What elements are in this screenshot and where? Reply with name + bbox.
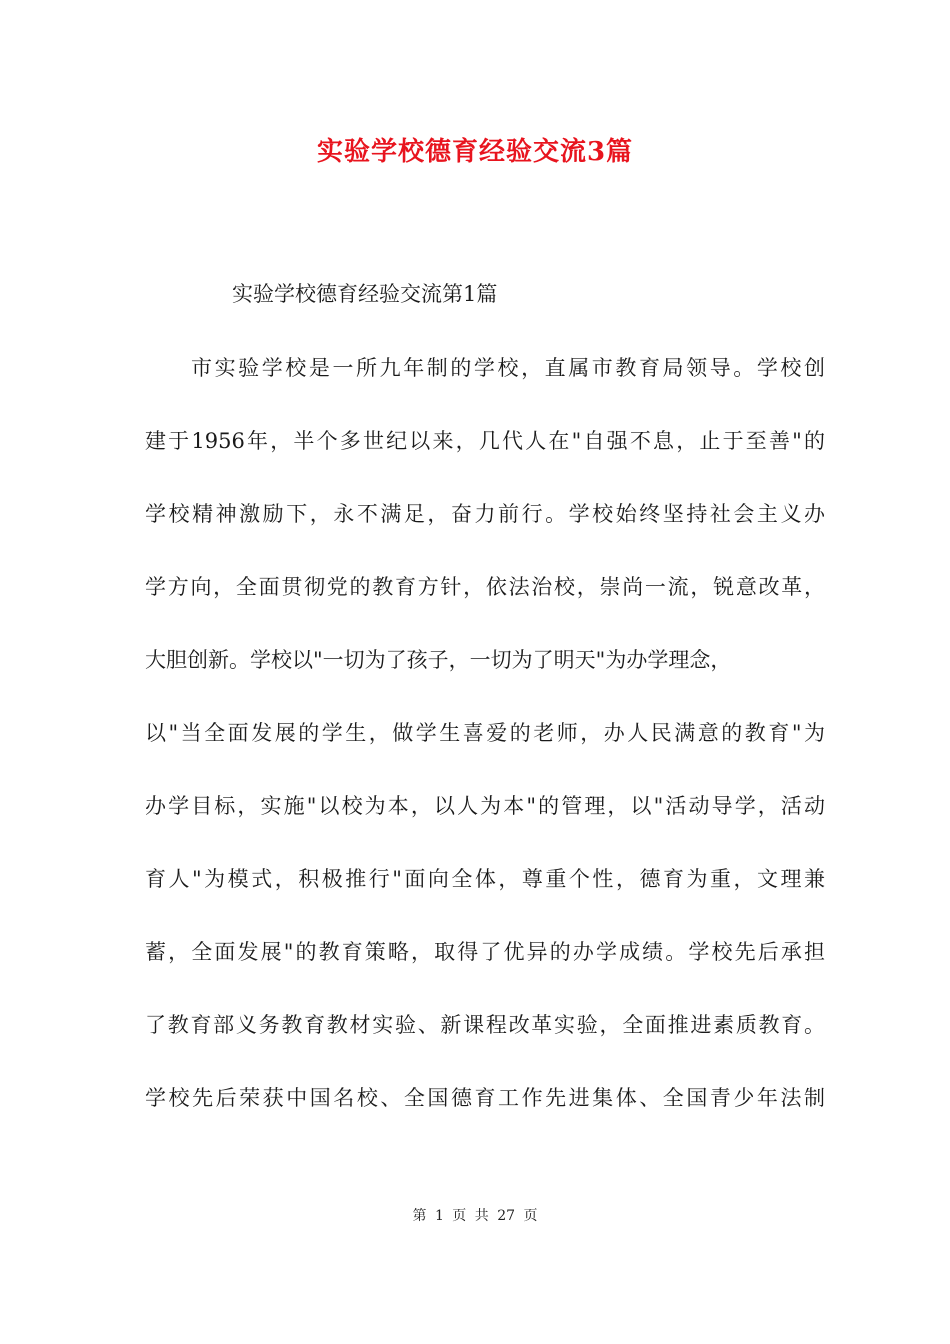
section-heading: 实验学校德育经验交流第1篇 xyxy=(232,282,498,306)
paragraph-line: 学校精神激励下，永不满足，奋力前行。学校始终坚持社会主义办 xyxy=(145,502,825,526)
paragraph-line: 以"当全面发展的学生，做学生喜爱的老师，办人民满意的教育"为 xyxy=(145,721,825,745)
paragraph-line: 学校先后荣获中国名校、全国德育工作先进集体、全国青少年法制 xyxy=(145,1086,825,1110)
paragraph-line: 大胆创新。学校以"一切为了孩子，一切为了明天"为办学理念， xyxy=(145,648,732,672)
paragraph-line: 学方向，全面贯彻党的教育方针，依法治校，崇尚一流，锐意改革， xyxy=(145,575,825,599)
document-title: 实验学校德育经验交流3篇 xyxy=(316,137,634,167)
paragraph-line: 办学目标，实施"以校为本，以人为本"的管理，以"活动导学，活动 xyxy=(145,794,825,818)
paragraph-line: 市实验学校是一所九年制的学校，直属市教育局领导。学校创 xyxy=(191,356,825,380)
paragraph-line: 蓄，全面发展"的教育策略，取得了优异的办学成绩。学校先后承担 xyxy=(145,940,825,964)
paragraph-line: 了教育部义务教育教材实验、新课程改革实验，全面推进素质教育。 xyxy=(145,1013,825,1037)
page-number-footer: 第 1 页 共 27 页 xyxy=(412,1208,538,1224)
paragraph-line: 育人"为模式，积极推行"面向全体，尊重个性，德育为重，文理兼 xyxy=(145,867,825,891)
paragraph-line: 建于1956年，半个多世纪以来，几代人在"自强不息，止于至善"的 xyxy=(145,429,825,453)
